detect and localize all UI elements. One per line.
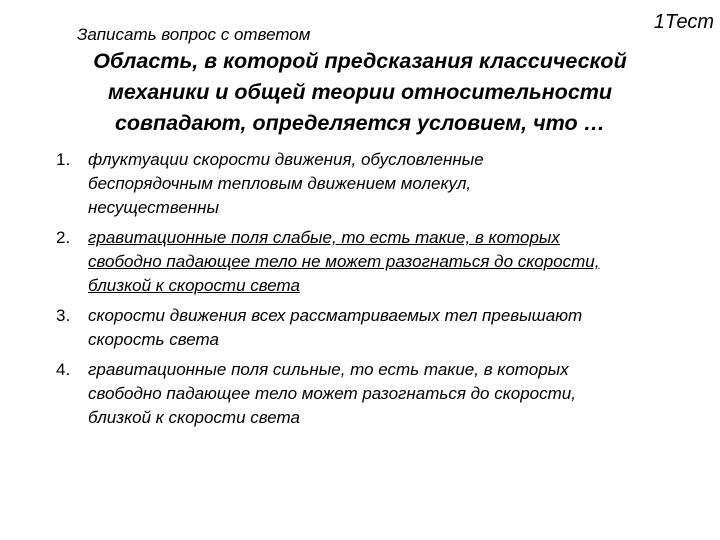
answer-item-1 (56, 148, 706, 220)
answer-text: гравитационные поля сильные, то есть такие, в которых свободно падающее тело может разогнаться до скорости, близкой к скорости света (88, 360, 576, 427)
answer-list (56, 148, 706, 436)
answer-number: 1. (56, 150, 71, 169)
answer-number: 3. (56, 306, 71, 325)
answer-text: скорости движения всех рассматриваемых тел превышают скорость света (88, 306, 583, 349)
answer-item-4 (56, 358, 706, 430)
answer-number: 2. (56, 228, 71, 247)
answer-text-underlined: гравитационные поля слабые, то есть такие, в которых свободно падающее тело не может разогнаться до скорости, близкой к скорости света (88, 228, 600, 295)
answer-text: флуктуации скорости движения, обусловленные беспорядочным тепловым движением молекул, несущественны (88, 150, 484, 217)
instruction-text: Записать вопрос с ответом (77, 25, 311, 44)
answer-item-3 (56, 304, 706, 352)
answer-item-2 (56, 226, 706, 298)
test-label: 1Тест (653, 11, 714, 33)
question-title: Область, в которой предсказания классической механики и общей теории относительности совпадают, определяется условием, что … (93, 49, 627, 135)
answer-number: 4. (56, 360, 71, 379)
